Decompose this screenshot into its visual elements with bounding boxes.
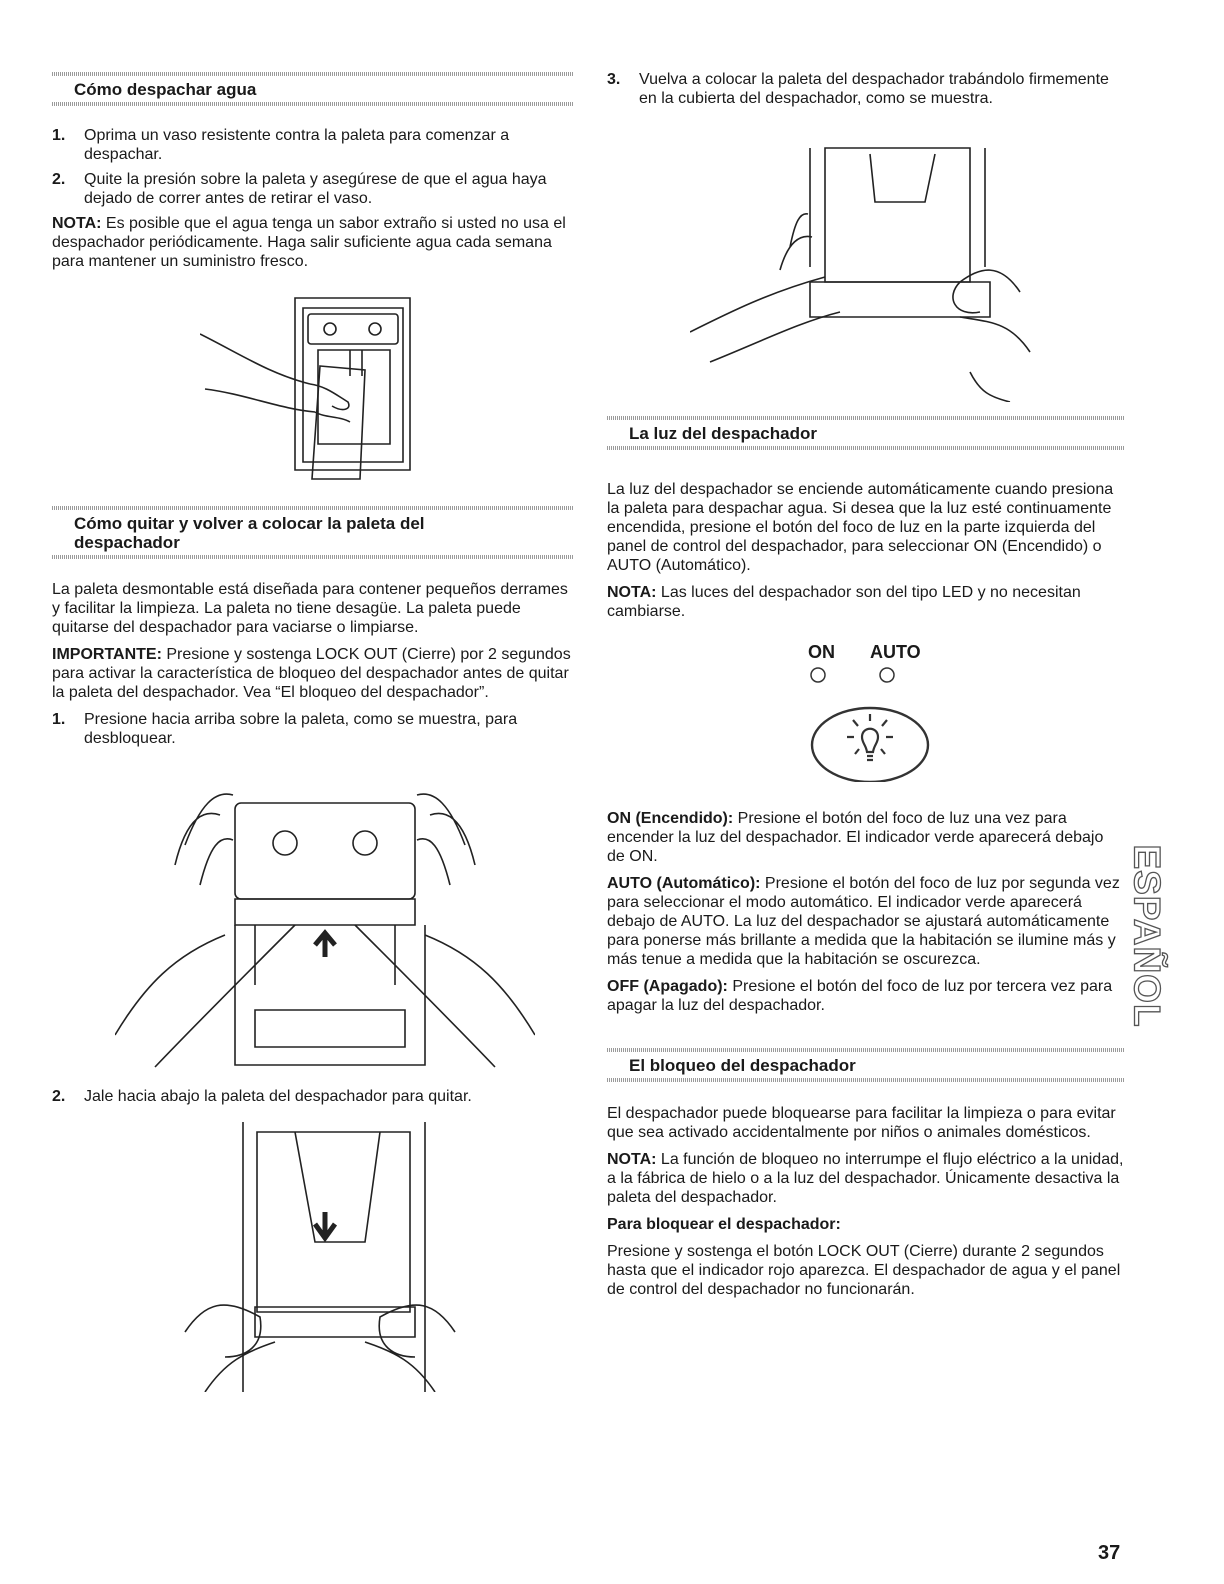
- lock-instructions: Presione y sostenga el botón LOCK OUT (Cierre) durante 2 segundos hasta que el indicador rojo aparezca. El despachador de agua y el panel de control del despachador no funcionarán.: [607, 1243, 1121, 1298]
- list-item: 2. Jale hacia abajo la paleta del despachador para quitar.: [52, 1088, 472, 1105]
- divider: [607, 446, 1125, 450]
- section-header-despachar-agua: [52, 72, 574, 106]
- section-header-quitar-paleta: [52, 506, 574, 559]
- note-paragraph: NOTA: Es posible que el agua tenga un sabor extraño si usted no usa el despachador periódicamente. Haga salir suficiente agua cada semana para mantener un suministro fresco.: [52, 215, 566, 270]
- auto-mode-paragraph: AUTO (Automático): Presione el botón del foco de luz por segunda vez para seleccionar el modo automático. El indicador verde aparecerá debajo de AUTO. La luz del despachador se ajustará automáticamente para ponerse más brillante a medida que la habitación se ilumine más y más tenue a medida que la habitación se oscurezca.: [607, 875, 1120, 968]
- on-indicator-light: [811, 668, 825, 682]
- light-control-panel: [790, 642, 950, 782]
- light-bulb-icon: [847, 714, 893, 760]
- divider: [52, 102, 574, 106]
- section-title: Cómo quitar y volver a colocar la paleta del despachador: [74, 514, 425, 552]
- on-mode-paragraph: ON (Encendido): Presione el botón del foco de luz una vez para encender la luz del despachador. El indicador verde aparecerá debajo de ON.: [607, 810, 1104, 865]
- light-modes: [607, 809, 1125, 1023]
- intro-paragraph: La luz del despachador se enciende automáticamente cuando presiona la paleta para despachar agua. Si desea que la luz esté continuamente encendida, presione el botón del foco de luz en la parte izquierda del panel de control del despachador, para seleccionar ON (Encendido) o AUTO (Automático).: [607, 481, 1114, 574]
- list-item: 2. Quite la presión sobre la paleta y asegúrese de que el agua haya dejado de correr antes de retirar el vaso.: [52, 171, 547, 207]
- off-mode-paragraph: OFF (Apagado): Presione el botón del foco de luz por tercera vez para apagar la luz del despachador.: [607, 978, 1113, 1014]
- list-item: 1. Oprima un vaso resistente contra la paleta para comenzar a despachar.: [52, 127, 510, 163]
- figure-replace-paddle: [690, 142, 1035, 402]
- steps-list: [52, 1087, 574, 1106]
- section-header-bloqueo: [607, 1048, 1125, 1082]
- figure-remove-paddle: [165, 1122, 465, 1392]
- subsection-title: Para bloquear el despachador:: [607, 1216, 841, 1233]
- section-title: El bloqueo del despachador: [629, 1056, 856, 1075]
- list-item: 3. Vuelva a colocar la paleta del despachador trabándolo firmemente en la cubierta del despachador, como se muestra.: [607, 71, 1109, 107]
- figure-unlock-paddle: [115, 785, 535, 1070]
- important-paragraph: IMPORTANTE: Presione y sostenga LOCK OUT (Cierre) por 2 segundos para activar la característica de bloqueo del despachador antes de quitar la paleta del despachador. Vea “El bloqueo del despachador”.: [52, 646, 571, 701]
- note-paragraph: NOTA: Las luces del despachador son del tipo LED y no necesitan cambiarse.: [607, 584, 1081, 620]
- section-body-quitar-paleta: [52, 580, 574, 754]
- language-side-tab: ESPAÑOL: [1127, 844, 1168, 1028]
- section-body-despachar-agua: [52, 126, 574, 279]
- divider: [52, 555, 574, 559]
- intro-paragraph: El despachador puede bloquearse para facilitar la limpieza o para evitar que sea activado accidentalmente por niños o animales domésticos.: [607, 1105, 1116, 1141]
- section-title: La luz del despachador: [629, 424, 817, 443]
- page-number: 37: [1098, 1542, 1121, 1564]
- steps-list: [52, 710, 574, 748]
- auto-indicator-light: [880, 668, 894, 682]
- intro-paragraph: La paleta desmontable está diseñada para contener pequeños derrames y facilitar la limpieza. La paleta no tiene desagüe. La paleta puede quitarse del despachador para vaciarse o limpiarse.: [52, 581, 568, 636]
- section-title: Cómo despachar agua: [74, 80, 257, 99]
- steps-list: [52, 126, 574, 208]
- step-3-block: [607, 70, 1125, 114]
- auto-indicator-label: AUTO: [870, 642, 921, 662]
- figure-dispense-water: [200, 294, 425, 484]
- section-header-luz: [607, 416, 1125, 450]
- on-indicator-label: ON: [808, 642, 835, 662]
- section-body-bloqueo: [607, 1104, 1125, 1307]
- note-paragraph: NOTA: La función de bloqueo no interrumpe el flujo eléctrico a la unidad, a la fábrica de hielo o a la luz del despachador. Únicamente desactiva la paleta del despachador.: [607, 1151, 1124, 1206]
- divider: [607, 1078, 1125, 1082]
- list-item: 1. Presione hacia arriba sobre la paleta, como se muestra, para desbloquear.: [52, 711, 518, 747]
- section-body-luz: [607, 480, 1125, 629]
- step-2-block: [52, 1087, 574, 1112]
- steps-list: [607, 70, 1125, 108]
